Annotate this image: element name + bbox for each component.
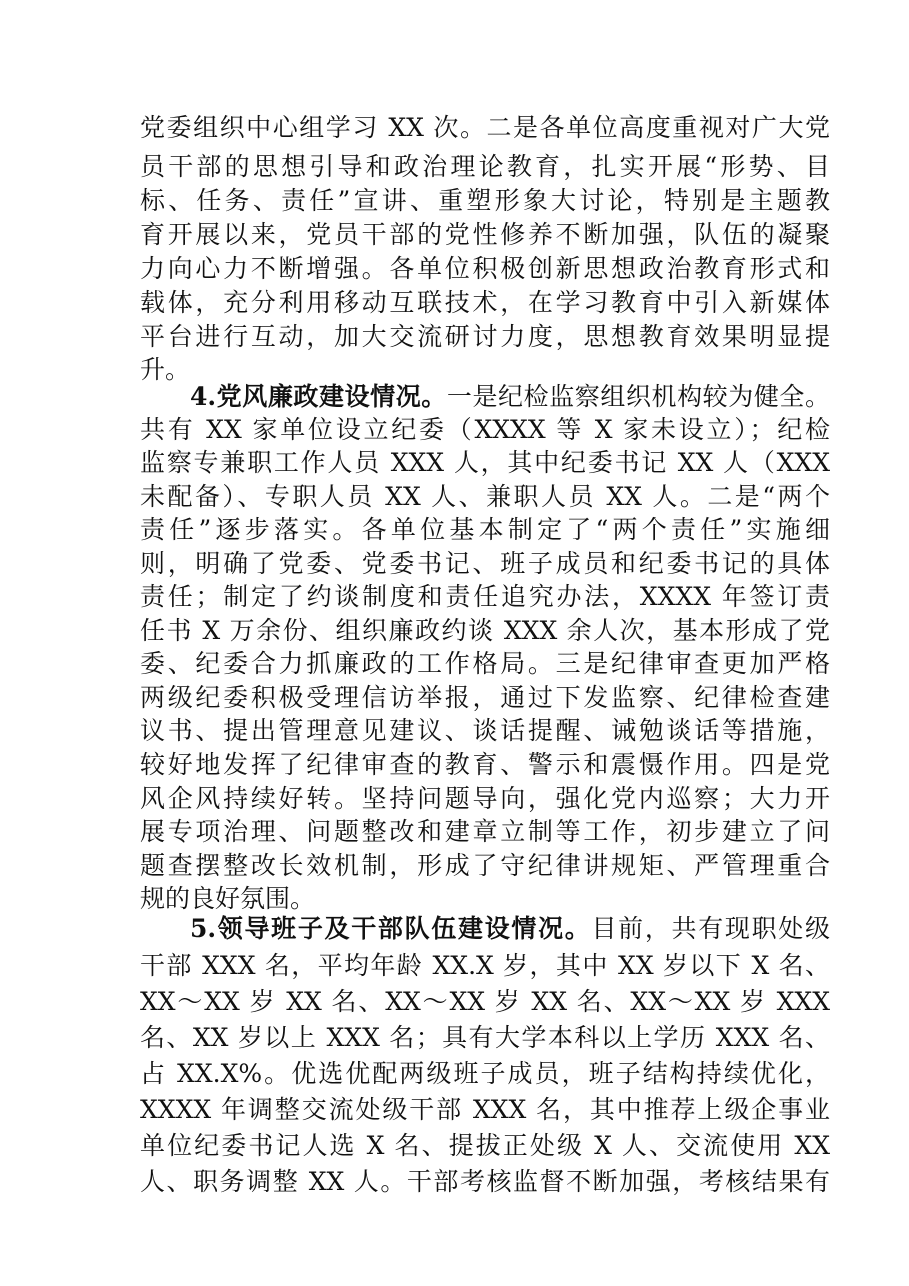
paragraph-line: 载体，充分利用移动互联技术，在学习教育中引入新媒体 — [140, 288, 830, 317]
paragraph-line: XXXX 年调整交流处级干部 XXX 名，其中推荐上级企事业 — [140, 1095, 830, 1124]
section-5-first-line — [190, 912, 830, 946]
paragraph-line: 单位纪委书记人选 X 名、提拔正处级 X 人、交流使用 XX — [140, 1131, 830, 1160]
section-5-heading: 5.领导班子及干部队伍建设情况。 — [190, 914, 592, 943]
paragraph-line: 委、纪委合力抓廉政的工作格局。三是纪律审查更加严格 — [140, 649, 830, 678]
paragraph-line: 占 XX.X%。优选优配两级班子成员，班子结构持续优化， — [140, 1059, 830, 1088]
paragraph-line: 监察专兼职工作人员 XXX 人，其中纪委书记 XX 人（XXX — [140, 448, 830, 477]
paragraph-line: 责任”逐步落实。各单位基本制定了“两个责任”实施细 — [140, 515, 830, 544]
paragraph-line: 名、XX 岁以上 XXX 名；具有大学本科以上学历 XXX 名、 — [140, 1023, 830, 1052]
section-5-first-text: 目前，共有现职处级 — [591, 914, 830, 943]
section-4-first-line — [190, 380, 830, 414]
paragraph-line: 风企风持续好转。坚持问题导向，强化党内巡察；大力开 — [140, 784, 830, 813]
paragraph-line: 两级纪委积极受理信访举报，通过下发监察、纪律检查建 — [140, 683, 830, 712]
paragraph-line: 题查摆整改长效机制，形成了守纪律讲规矩、严管理重合 — [140, 851, 830, 880]
paragraph-line: 平台进行互动，加大交流研讨力度，思想教育效果明显提 — [140, 322, 830, 351]
paragraph-line: 力向心力不断增强。各单位积极创新思想政治教育形式和 — [140, 254, 830, 283]
paragraph-line: 则，明确了党委、党委书记、班子成员和纪委书记的具体 — [140, 549, 830, 578]
paragraph-line: 标、任务、责任”宣讲、重塑形象大讨论，特别是主题教 — [140, 186, 830, 215]
paragraph-line: 规的良好氛围。 — [140, 884, 316, 913]
paragraph-line: 展专项治理、问题整改和建章立制等工作，初步建立了问 — [140, 817, 830, 846]
paragraph-line: 员干部的思想引导和政治理论教育，扎实开展“形势、目 — [140, 152, 830, 181]
paragraph-line: 干部 XXX 名，平均年龄 XX.X 岁，其中 XX 岁以下 X 名、 — [140, 951, 830, 980]
paragraph-line: 育开展以来，党员干部的党性修养不断加强，队伍的凝聚 — [140, 220, 830, 249]
paragraph-line: 较好地发挥了纪律审查的教育、警示和震慑作用。四是党 — [140, 750, 830, 779]
section-4-first-text: 一是纪检监察组织机构较为健全。 — [446, 382, 830, 411]
paragraph-line: 党委组织中心组学习 XX 次。二是各单位高度重视对广大党 — [140, 113, 830, 142]
paragraph-line: 共有 XX 家单位设立纪委（XXXX 等 X 家未设立）；纪检 — [140, 415, 830, 444]
paragraph-line: 未配备）、专职人员 XX 人、兼职人员 XX 人。二是“两个 — [140, 482, 830, 511]
paragraph-line: 升。 — [140, 355, 191, 384]
paragraph-line: 议书、提出管理意见建议、谈话提醒、诫勉谈话等措施， — [140, 716, 830, 745]
paragraph-line: XX～XX 岁 XX 名、XX～XX 岁 XX 名、XX～XX 岁 XXX — [140, 987, 830, 1016]
section-4-heading: 4.党风廉政建设情况。 — [190, 382, 447, 411]
paragraph-line: 人、职务调整 XX 人。干部考核监督不断加强，考核结果有 — [140, 1167, 830, 1196]
paragraph-line: 任书 X 万余份、组织廉政约谈 XXX 余人次，基本形成了党 — [140, 616, 830, 645]
paragraph-line: 责任；制定了约谈制度和责任追究办法，XXXX 年签订责 — [140, 582, 830, 611]
